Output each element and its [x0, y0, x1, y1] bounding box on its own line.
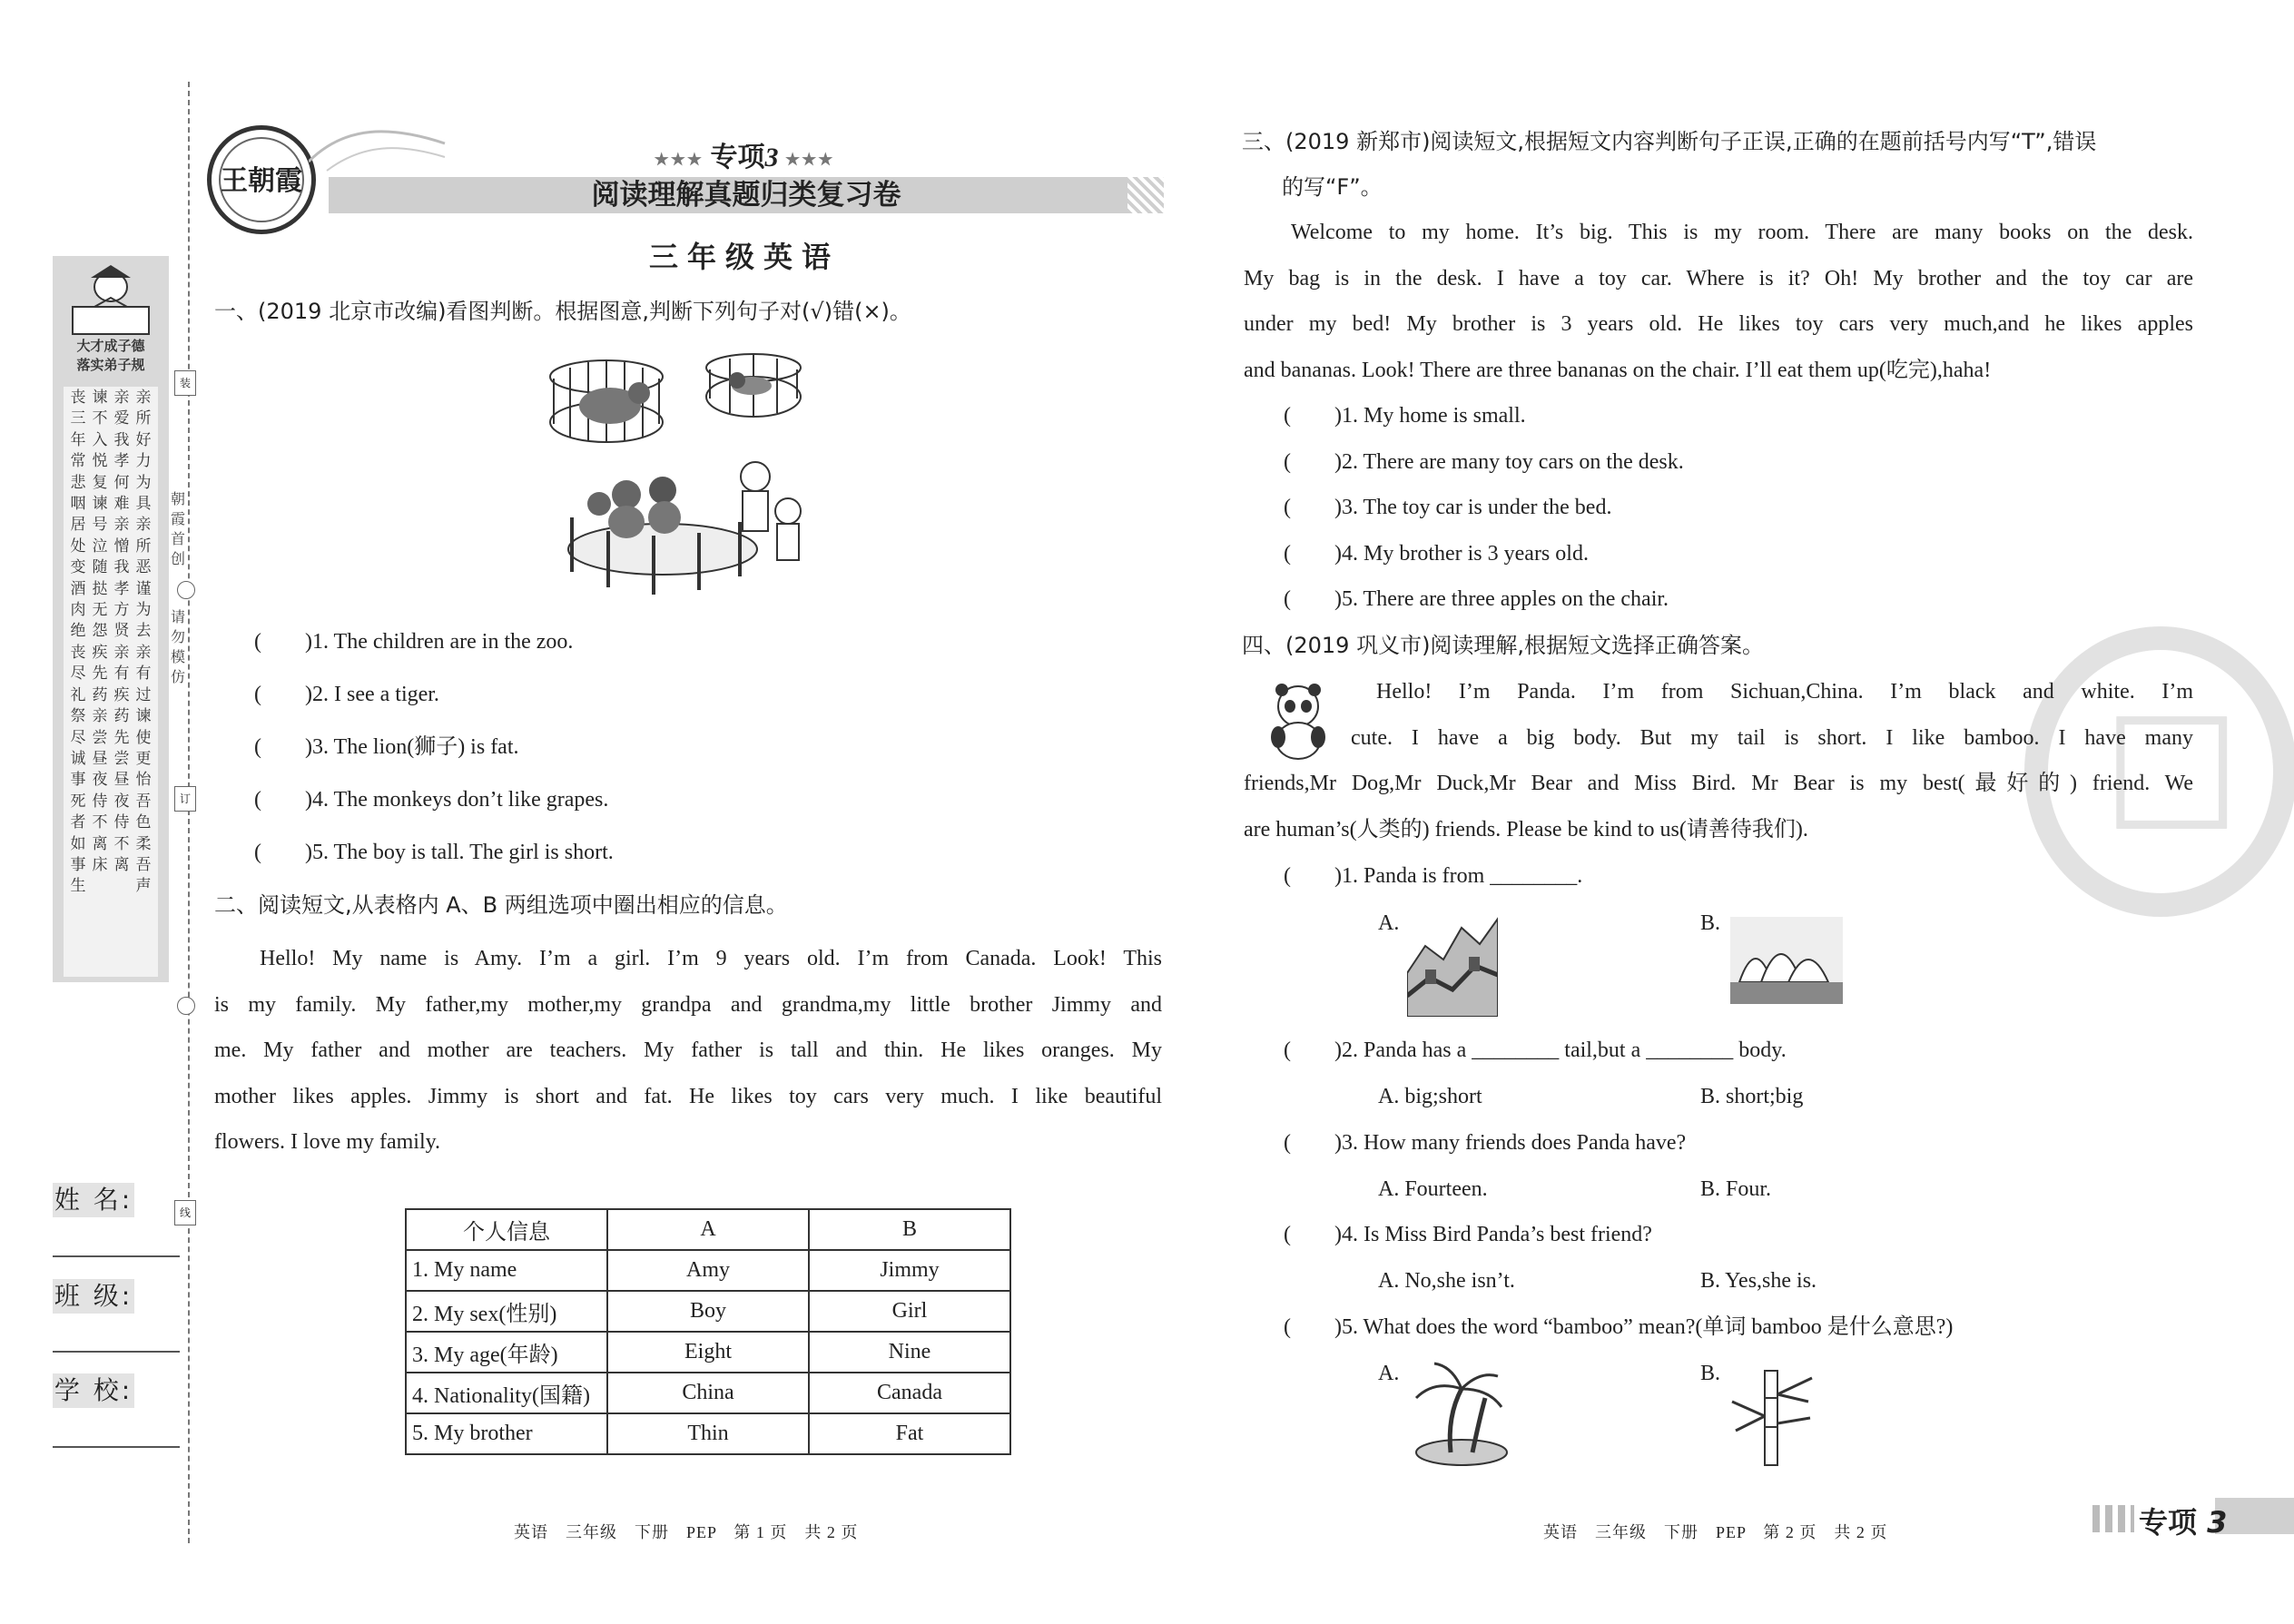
- binding-mark: 线: [174, 1200, 196, 1225]
- table-cell: 3. My age(年龄): [406, 1332, 607, 1373]
- section2-passage: [214, 936, 1162, 1166]
- class-field[interactable]: [53, 1351, 180, 1353]
- option-a-label[interactable]: A.: [1378, 911, 1400, 935]
- passage-line: me. My father and mother are teachers. My father is tall and thin. He likes oranges. My: [214, 1038, 1162, 1062]
- class-label: 班 级:: [53, 1279, 134, 1314]
- section1-heading: 一、(2019 北京市改编)看图判断。根据图意,判断下列句子对(√)错(×)。: [214, 299, 911, 324]
- option-b[interactable]: B. short;big: [1700, 1085, 1804, 1108]
- passage-line: are human’s(人类的) friends. Please be kind to us(请善待我们).: [1244, 817, 1808, 842]
- s1-item: ( )4. The monkeys don’t like grapes.: [254, 788, 609, 812]
- info-table: [405, 1208, 1011, 1455]
- page-title: 阅读理解真题归类复习卷: [591, 179, 901, 212]
- passage-line: cute. I have a big body. But my tail is short. I like bamboo. I have many: [1351, 725, 2193, 750]
- passage-line: friends,Mr Dog,Mr Duck,Mr Bear and Miss Bird. Mr Bear is my best(最好的) friend. We: [1244, 772, 2193, 795]
- table-cell-option-b[interactable]: Nine: [809, 1332, 1010, 1373]
- table-cell-option-a[interactable]: Boy: [607, 1291, 809, 1332]
- sidebar-verses: [64, 387, 158, 977]
- s4-question: ( )1. Panda is from ________.: [1284, 864, 1583, 888]
- school-label: 学 校:: [53, 1373, 134, 1408]
- s3-item: ( )4. My brother is 3 years old.: [1284, 542, 1589, 566]
- corner-number: 3: [2207, 1505, 2228, 1540]
- passage-line: My bag is in the desk. I have a toy car. Where is it? Oh! My brother and the toy car are: [1244, 266, 2193, 290]
- option-a[interactable]: A. No,she isn’t.: [1378, 1269, 1515, 1293]
- s3-item: ( )1. My home is small.: [1284, 404, 1526, 428]
- table-cell-option-b[interactable]: Girl: [809, 1291, 1010, 1332]
- table-cell-option-a[interactable]: Amy: [607, 1250, 809, 1291]
- series-label: [635, 134, 853, 174]
- option-a[interactable]: A. big;short: [1378, 1085, 1482, 1108]
- section4-passage: [1244, 669, 2193, 852]
- series-text: 专项: [710, 143, 765, 172]
- zoo-illustration: [545, 349, 835, 604]
- verse-column: 谏不入悦复谏号泣随挞无怨疾先药亲尝昼夜侍不离床: [92, 389, 108, 873]
- table-cell-option-b[interactable]: Jimmy: [809, 1250, 1010, 1291]
- binding-mark: 订: [174, 786, 196, 812]
- bamboo-picture: [1728, 1362, 1816, 1467]
- option-a[interactable]: A. Fourteen.: [1378, 1177, 1488, 1201]
- s1-item: ( )2. I see a tiger.: [254, 683, 439, 706]
- series-number: 3: [764, 143, 779, 172]
- star-icon: ★★★: [785, 150, 835, 169]
- binding-note: 朝霞首创: [170, 492, 185, 567]
- footer-right: 英语 三年级 下册 PEP 第 2 页 共 2 页: [1543, 1523, 1888, 1541]
- name-field[interactable]: [53, 1255, 180, 1257]
- table-cell-option-b[interactable]: Canada: [809, 1373, 1010, 1413]
- passage-line: Hello! I’m Panda. I’m from Sichuan,China. I’m black and white. I’m: [1376, 680, 2193, 704]
- table-row: [406, 1413, 1010, 1454]
- passage-line: under my bed! My brother is 3 years old. He likes toy cars very much,and he likes apples: [1244, 312, 2193, 336]
- ribbon-decoration: [309, 116, 454, 180]
- passage-line: Welcome to my home. It’s big. This is my room. There are many books on the desk.: [1291, 221, 2193, 244]
- section2-heading: 二、阅读短文,从表格内 A、B 两组选项中圈出相应的信息。: [214, 892, 788, 918]
- watermark-seal-icon: ☐: [2102, 686, 2241, 866]
- s4-question: ( )2. Panda has a ________ tail,but a ________ body.: [1284, 1038, 1787, 1062]
- s1-item: ( )1. The children are in the zoo.: [254, 630, 574, 654]
- publisher-logo: [207, 125, 316, 234]
- option-a-label[interactable]: A.: [1378, 1362, 1400, 1385]
- sidebar-motto: [60, 338, 162, 376]
- binding-cut-line: [188, 82, 190, 1543]
- passage-line: and bananas. Look! There are three bananas on the chair. I’ll eat them up(吃完),haha!: [1244, 358, 1992, 382]
- table-header-row: [406, 1209, 1010, 1250]
- table-row: [406, 1332, 1010, 1373]
- table-row: [406, 1250, 1010, 1291]
- section3-heading-cont: 的写“F”。: [1282, 174, 1383, 200]
- table-cell-option-a[interactable]: Eight: [607, 1332, 809, 1373]
- corner-label: [2139, 1500, 2227, 1541]
- option-b[interactable]: B. Yes,she is.: [1700, 1269, 1817, 1293]
- option-b[interactable]: B. Four.: [1700, 1177, 1772, 1201]
- great-wall-picture: [1407, 910, 1498, 1017]
- s3-item: ( )5. There are three apples on the chair.: [1284, 587, 1669, 611]
- corner-text: 专项: [2139, 1505, 2198, 1540]
- table-cell-option-b[interactable]: Fat: [809, 1413, 1010, 1454]
- verse-column: 丧三年常悲咽居处变酒肉绝丧尽礼祭尽诚事死者如事生: [70, 389, 86, 895]
- section3-heading: 三、(2019 新郑市)阅读短文,根据短文内容判断句子正误,正确的在题前括号内写“T”,错误: [1242, 129, 2097, 154]
- logo-text: 王朝霞: [219, 137, 304, 222]
- name-label: 姓 名:: [53, 1183, 134, 1217]
- table-cell: 2. My sex(性别): [406, 1291, 607, 1332]
- verse-column: 亲所好力为具亲所恶谨为去亲有过谏使更怡吾色柔吾声: [135, 389, 152, 895]
- star-icon: ★★★: [654, 150, 704, 169]
- school-field[interactable]: [53, 1446, 180, 1448]
- palm-tree-picture: [1407, 1362, 1516, 1467]
- s4-question: ( )5. What does the word “bamboo” mean?(单词 bamboo 是什么意思?): [1284, 1315, 1954, 1339]
- corner-pattern: [2092, 1505, 2134, 1532]
- binding-mark: 装: [174, 370, 196, 396]
- binding-ring-icon: [177, 581, 195, 599]
- passage-line: flowers. I love my family.: [214, 1130, 441, 1154]
- passage-line: mother likes apples. Jimmy is short and fat. He likes toy cars very much. I like beautiful: [214, 1084, 1162, 1108]
- opera-house-picture: [1730, 917, 1843, 1004]
- footer-left: 英语 三年级 下册 PEP 第 1 页 共 2 页: [514, 1523, 859, 1541]
- table-row: [406, 1373, 1010, 1413]
- table-cell-option-a[interactable]: Thin: [607, 1413, 809, 1454]
- table-cell: 4. Nationality(国籍): [406, 1373, 607, 1413]
- table-header: 个人信息: [406, 1209, 607, 1250]
- table-cell: 1. My name: [406, 1250, 607, 1291]
- s1-item: ( )5. The boy is tall. The girl is short.: [254, 841, 614, 864]
- s3-item: ( )3. The toy car is under the bed.: [1284, 496, 1612, 519]
- table-header: A: [607, 1209, 809, 1250]
- motto-line-1: 大才成子德: [76, 340, 145, 354]
- motto-line-2: 落实弟子规: [76, 359, 145, 373]
- binding-ring-icon: [177, 997, 195, 1015]
- table-cell-option-a[interactable]: China: [607, 1373, 809, 1413]
- binding-note: 请勿模仿: [170, 610, 185, 685]
- table-header: B: [809, 1209, 1010, 1250]
- subject-title: 三年级英语: [648, 240, 840, 274]
- section3-passage: [1244, 210, 2193, 393]
- verse-column: 亲爱我孝何难亲憎我孝方贤亲有疾药先尝昼夜侍不离: [113, 389, 130, 873]
- passage-line: Hello! My name is Amy. I’m a girl. I’m 9 years old. I’m from Canada. Look! This: [260, 947, 1162, 970]
- table-row: [406, 1291, 1010, 1332]
- s1-item: ( )3. The lion(狮子) is fat.: [254, 735, 519, 759]
- s4-question: ( )3. How many friends does Panda have?: [1284, 1131, 1687, 1155]
- s3-item: ( )2. There are many toy cars on the desk.: [1284, 450, 1684, 474]
- section4-heading: 四、(2019 巩义市)阅读理解,根据短文选择正确答案。: [1242, 633, 1765, 658]
- scholar-icon: [64, 261, 158, 338]
- table-cell: 5. My brother: [406, 1413, 607, 1454]
- option-b-label[interactable]: B.: [1700, 1362, 1721, 1385]
- s4-question: ( )4. Is Miss Bird Panda’s best friend?: [1284, 1223, 1652, 1246]
- passage-line: is my family. My father,my mother,my grandpa and grandma,my little brother Jimmy and: [214, 992, 1162, 1017]
- option-b-label[interactable]: B.: [1700, 911, 1721, 935]
